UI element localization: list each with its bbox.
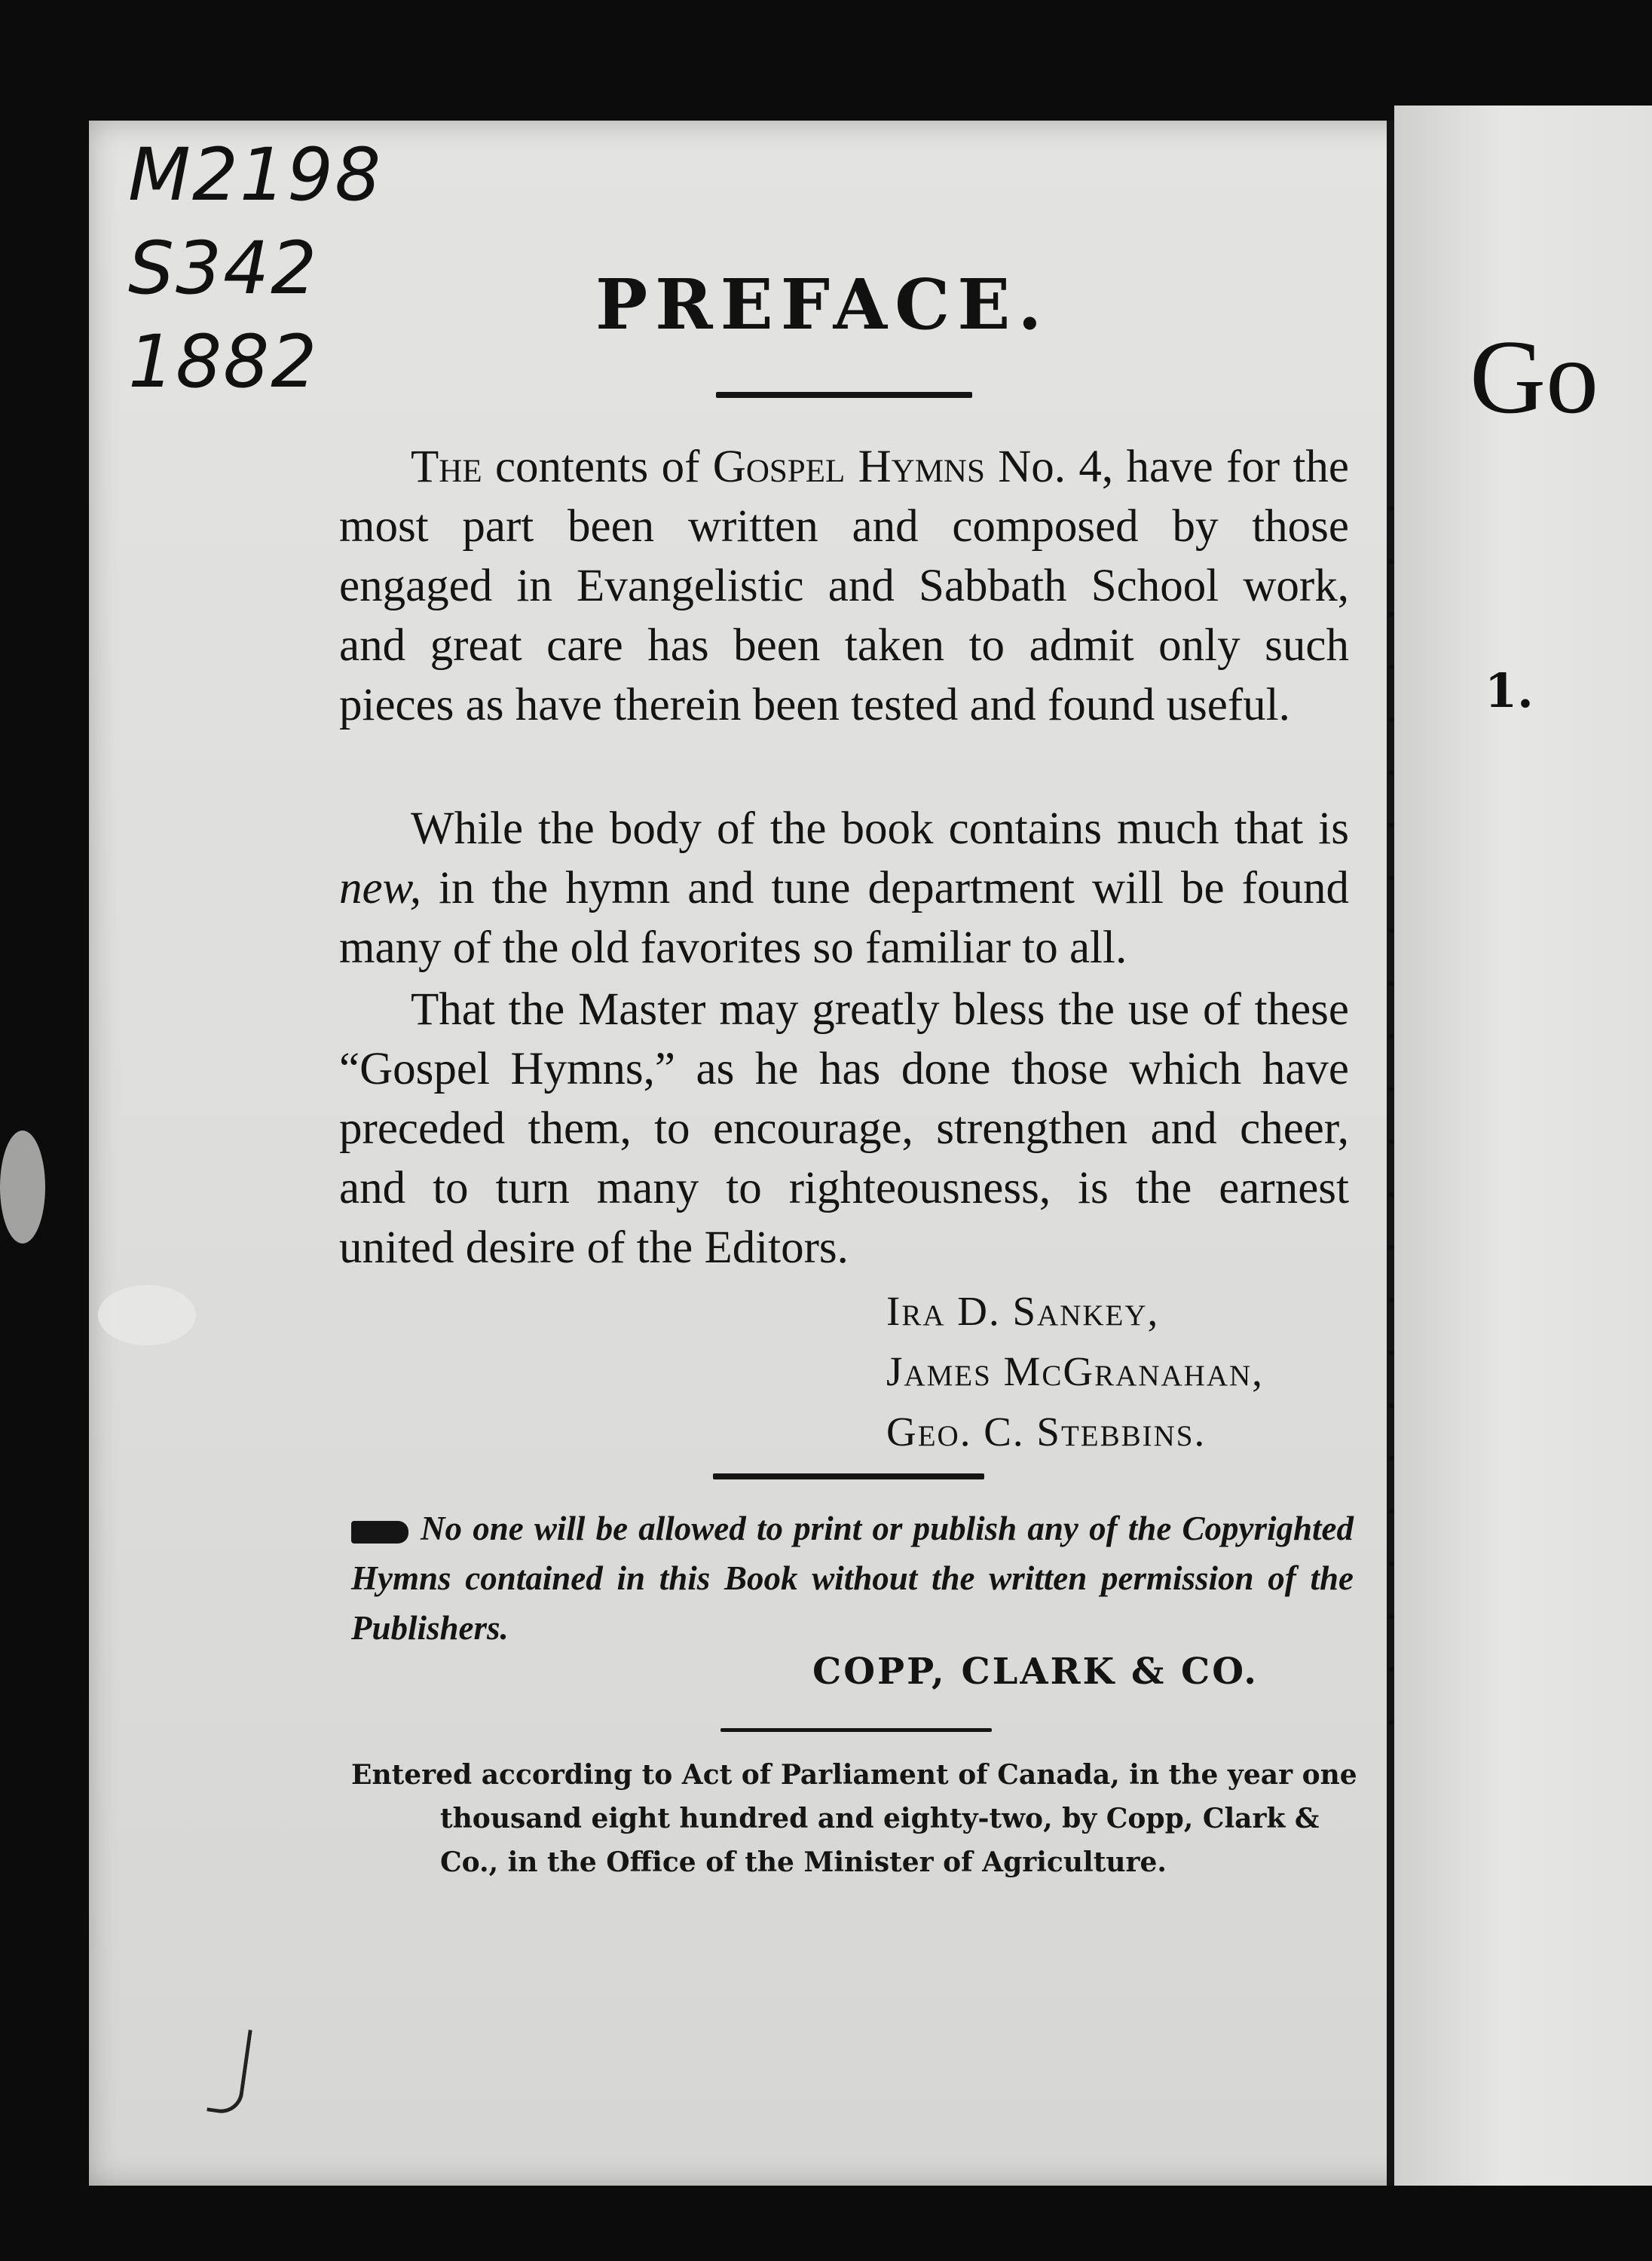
paper-label-fragment (98, 1285, 196, 1345)
page-title: PREFACE. (595, 264, 1050, 345)
para1-text-a: contents of (494, 442, 700, 492)
editor-name: Geo. C. Stebbins. (886, 1409, 1207, 1455)
editor-name: Ira D. Sankey, (886, 1288, 1160, 1334)
entered-statement (351, 1753, 1361, 1884)
publisher-rule (720, 1728, 992, 1732)
entered-line-1: Entered according to Act of Parliament of Canada, in the year one (351, 1759, 1357, 1791)
para2-text-a: While the body of the book contains much that is (411, 803, 1349, 854)
call-number-line1: M2198 (128, 133, 383, 217)
editors-signature (886, 1281, 1264, 1462)
para2-block (339, 799, 1349, 978)
entered-line-2: thousand eight hundred and eighty-two, by Copp, Clark & (440, 1803, 1320, 1834)
publisher-name: COPP, CLARK & CO. (812, 1651, 1259, 1693)
para1-text-b: No. 4, have for the most part been written and composed by those engaged in Evangelistic and Sabbath School work, and great care has been taken to admit only such pieces as have therein been tested and found useful. (339, 442, 1350, 730)
para1-block (339, 437, 1349, 735)
call-number-line3: 1882 (128, 320, 319, 404)
editor-name: James McGranahan, (886, 1348, 1264, 1394)
preface-paragraph-3 (339, 980, 1349, 1277)
spine-damage-marks (1376, 482, 1406, 1764)
preface-paragraph-1 (339, 437, 1349, 735)
signature-rule (713, 1473, 984, 1479)
paper-tear-left (0, 1130, 45, 1244)
para2-text-b: in the hymn and tune department will be found many of the old favorites so familiar to all. (339, 863, 1349, 973)
copyright-notice (351, 1504, 1354, 1653)
para3-text: That the Master may greatly bless the use of these “Gospel Hymns,” as he has done those which have preceded them, to encourage, strengthen and cheer, and to turn many to righteousness, is the earnest united desire of the Editors. (339, 984, 1349, 1273)
pointing-hand-icon (351, 1521, 408, 1544)
title-rule (716, 392, 972, 398)
para1-book-title: Gospel Hymns (712, 442, 985, 492)
next-page-number: 1. (1485, 663, 1534, 718)
para1-lead-word: The (411, 442, 482, 492)
next-page-title-fragment: Go (1470, 319, 1599, 436)
copyright-notice-text: No one will be allowed to print or publish any of the Copyrighted Hymns contained in this Book without the written permission of the Publishers. (351, 1510, 1354, 1647)
call-number (128, 128, 382, 408)
preface-paragraph-2 (339, 799, 1349, 978)
call-number-line2: S342 (128, 226, 319, 311)
para2-emphasis: new, (339, 863, 421, 913)
entered-line-3: Co., in the Office of the Minister of Agriculture. (440, 1846, 1167, 1878)
